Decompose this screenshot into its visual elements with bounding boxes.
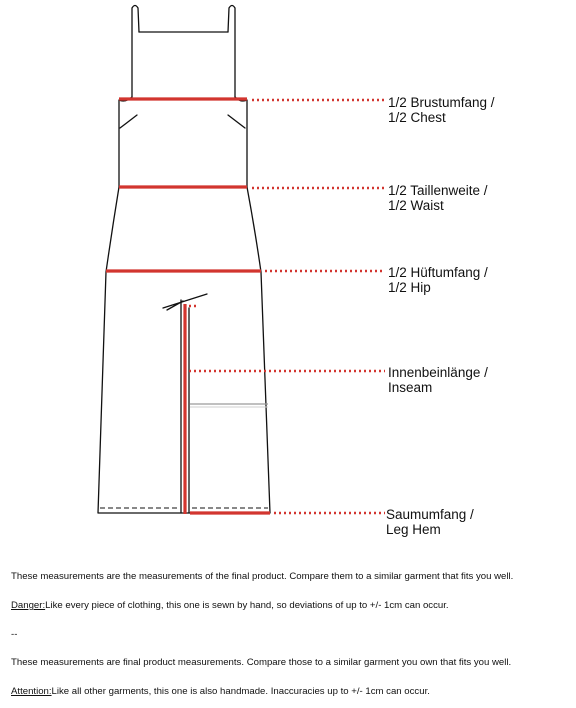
hip-label-line2: 1/2 Hip xyxy=(388,280,431,295)
danger-label: Danger: xyxy=(11,600,46,611)
note-attention xyxy=(11,686,430,697)
danger-text: Like every piece of clothing, this one is sewn by hand, so deviations of up to +/- 1cm can occur. xyxy=(45,600,449,611)
waist-label-line2: 1/2 Waist xyxy=(388,198,444,213)
right-dart xyxy=(228,115,245,128)
note-final-product-2: These measurements are final product measurements. Compare those to a similar garment you own that fits you well. xyxy=(11,657,512,668)
hip-label xyxy=(388,265,488,295)
inseam-label-line1: Innenbeinlänge / xyxy=(388,365,488,380)
attention-text: Like all other garments, this one is also handmade. Inaccuracies up to +/- 1cm can occur. xyxy=(51,686,430,697)
inseam-label xyxy=(388,365,488,395)
chest-label-line2: 1/2 Chest xyxy=(388,110,446,125)
hem-label-line1: Saumumfang / xyxy=(386,507,474,522)
attention-label: Attention: xyxy=(11,686,52,697)
hem-label-line2: Leg Hem xyxy=(386,522,441,537)
note-separator: -- xyxy=(11,629,18,640)
chest-label-line1: 1/2 Brustumfang / xyxy=(388,95,495,110)
hip-label-line1: 1/2 Hüftumfang / xyxy=(388,265,488,280)
waist-label xyxy=(388,183,488,213)
chest-label xyxy=(388,95,495,125)
left-dart xyxy=(120,115,137,128)
waist-label-line1: 1/2 Taillenweite / xyxy=(388,183,488,198)
inseam-label-line2: Inseam xyxy=(388,380,433,395)
hem-label xyxy=(386,507,474,537)
note-danger xyxy=(11,600,449,611)
note-final-product: These measurements are the measurements of the final product. Compare them to a similar garment that fits you well. xyxy=(11,571,514,582)
left-strap xyxy=(132,6,139,98)
right-strap xyxy=(228,6,235,98)
